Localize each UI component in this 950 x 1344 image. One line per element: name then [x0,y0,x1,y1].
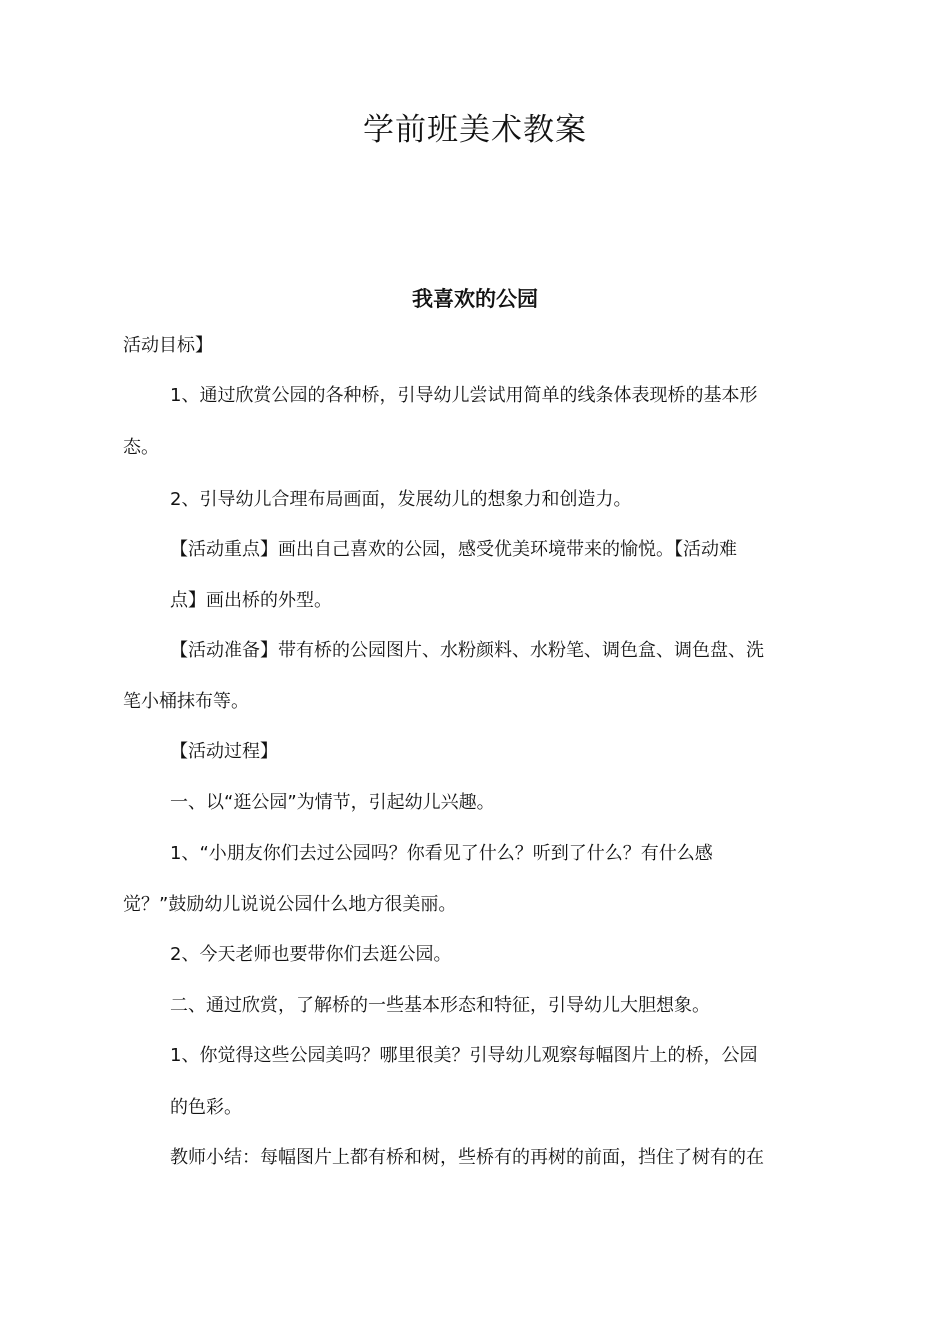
paragraph-line: 的色彩。 [170,1097,242,1118]
paragraph-line: 态。 [123,437,159,458]
paragraph-line: 觉？”鼓励幼儿说说公园什么地方很美丽。 [123,894,457,915]
paragraph-line: 活动目标】 [123,335,213,356]
paragraph-line: 1、通过欣赏公园的各种桥，引导幼儿尝试用简单的线条体表现桥的基本形 [170,385,758,406]
paragraph-line: 【活动重点】画出自己喜欢的公园，感受优美环境带来的愉悦。【活动难 [170,539,737,560]
paragraph-line: 1、“小朋友你们去过公园吗？你看见了什么？听到了什么？有什么感 [170,843,713,864]
document-title: 学前班美术教案 [363,112,587,148]
paragraph-line: 2、今天老师也要带你们去逛公园。 [170,944,452,965]
paragraph-line: 笔小桶抹布等。 [123,691,249,712]
paragraph-line: 【活动准备】带有桥的公园图片、水粉颜料、水粉笔、调色盒、调色盘、洗 [170,640,764,661]
lesson-title: 我喜欢的公园 [412,287,538,311]
paragraph-line: 教师小结：每幅图片上都有桥和树，些桥有的再树的前面，挡住了树有的在 [170,1147,764,1168]
paragraph-line: 点】画出桥的外型。 [170,590,332,611]
paragraph-line: 二、通过欣赏，了解桥的一些基本形态和特征，引导幼儿大胆想象。 [170,995,710,1016]
section-heading: 【活动过程】 [170,741,278,762]
paragraph-line: 一、以“逛公园”为情节，引起幼儿兴趣。 [170,792,495,813]
paragraph-line: 1、你觉得这些公园美吗？哪里很美？引导幼儿观察每幅图片上的桥，公园 [170,1045,758,1066]
paragraph-line: 2、引导幼儿合理布局画面，发展幼儿的想象力和创造力。 [170,489,632,510]
